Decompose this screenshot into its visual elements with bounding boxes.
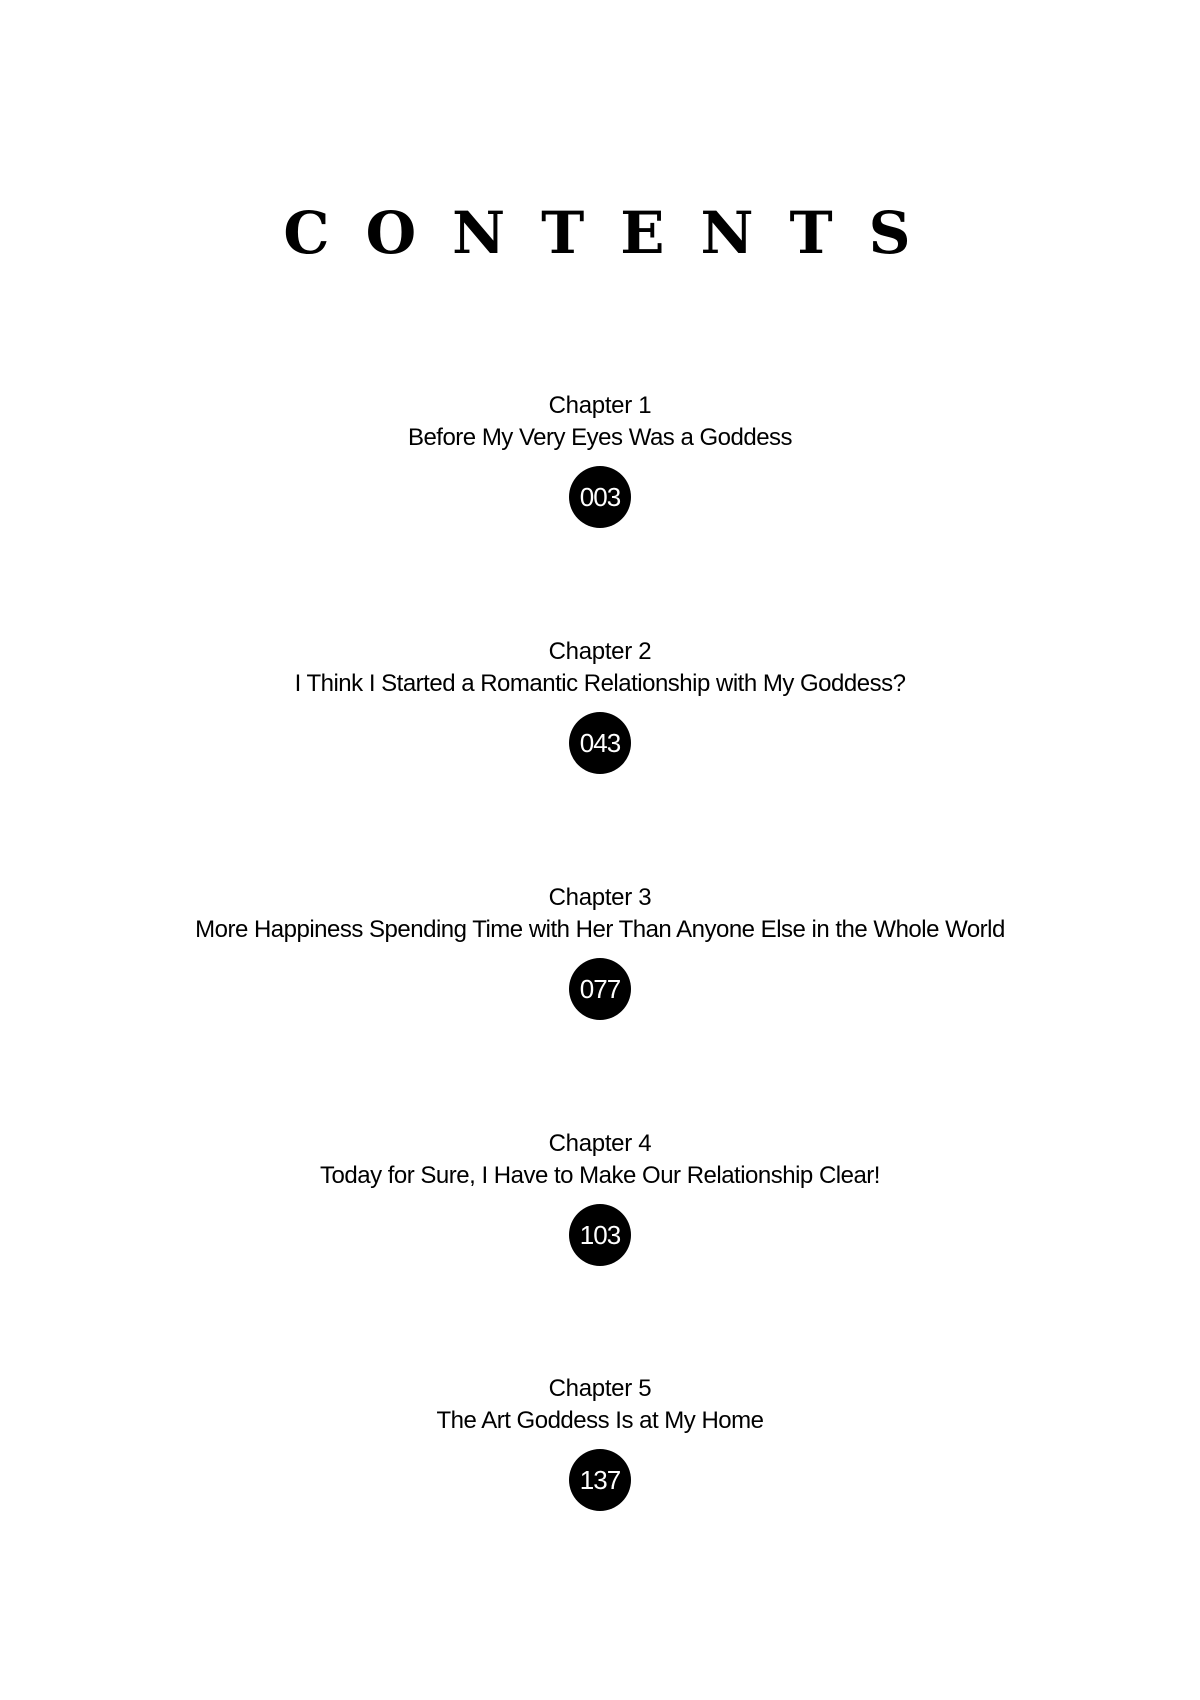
chapter-label: Chapter 5 bbox=[548, 1375, 652, 1402]
chapter-title: More Happiness Spending Time with Her Than Anyone Else in the Whole World bbox=[195, 916, 1005, 943]
chapter-title: I Think I Started a Romantic Relationship with My Goddess? bbox=[294, 670, 906, 697]
chapter-entry-3 bbox=[0, 882, 1200, 1020]
page-number-badge: 043 bbox=[569, 712, 631, 774]
chapter-title: The Art Goddess Is at My Home bbox=[436, 1407, 764, 1434]
page-number-badge: 137 bbox=[569, 1449, 631, 1511]
chapter-entry-4 bbox=[0, 1128, 1200, 1266]
chapter-entry-1 bbox=[0, 390, 1200, 528]
page-number-badge: 003 bbox=[569, 466, 631, 528]
chapter-entry-5 bbox=[0, 1373, 1200, 1511]
chapter-label: Chapter 3 bbox=[548, 884, 652, 911]
page-title: CONTENTS bbox=[283, 199, 947, 267]
chapter-title: Today for Sure, I Have to Make Our Relationship Clear! bbox=[320, 1162, 880, 1189]
chapter-label: Chapter 2 bbox=[548, 638, 652, 665]
chapter-entry-2 bbox=[0, 636, 1200, 774]
chapter-label: Chapter 1 bbox=[548, 392, 652, 419]
chapter-label: Chapter 4 bbox=[548, 1130, 652, 1157]
chapter-title: Before My Very Eyes Was a Goddess bbox=[407, 424, 793, 451]
page-number-badge: 077 bbox=[569, 958, 631, 1020]
page-number-badge: 103 bbox=[569, 1204, 631, 1266]
